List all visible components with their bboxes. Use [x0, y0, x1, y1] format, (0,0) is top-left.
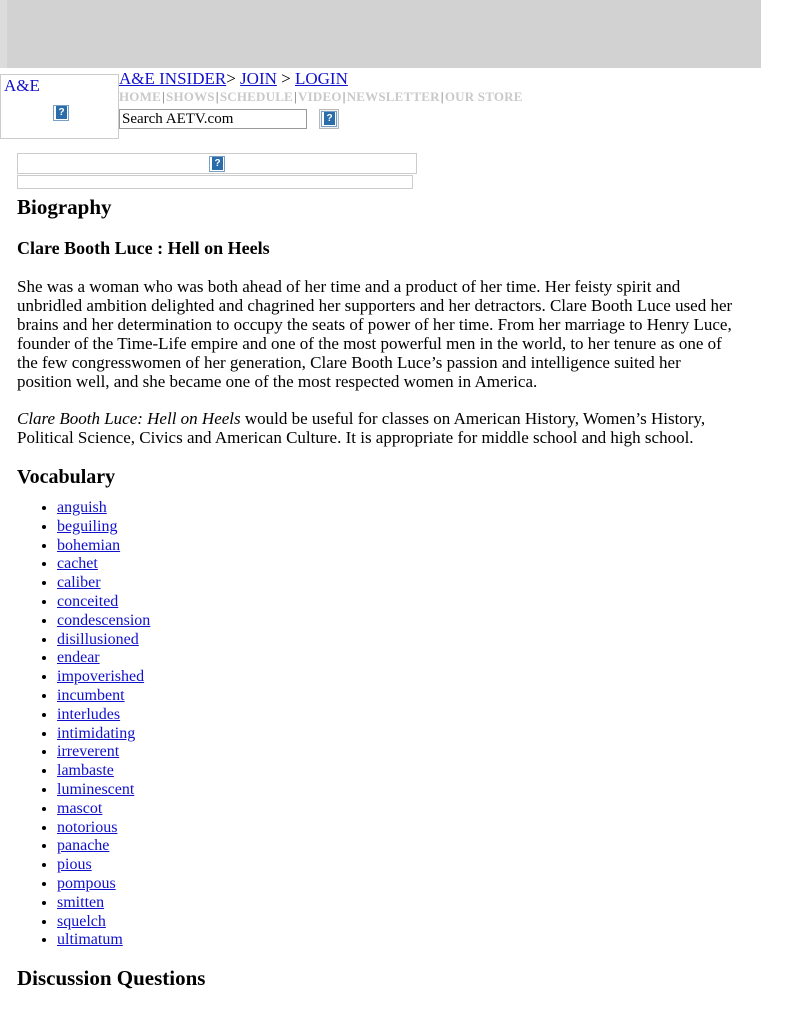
- vocabulary-word-link[interactable]: luminescent: [57, 780, 135, 798]
- search-submit-button[interactable]: [319, 109, 339, 129]
- vocabulary-word-link[interactable]: conceited: [57, 592, 119, 610]
- list-item: [57, 762, 737, 781]
- list-item: [57, 725, 737, 744]
- paragraph-classroom-use-rest: would be useful for classes on American History, Women’s History, Political Science, Civics and American Culture. It is appropriate for middle school and high school.: [17, 409, 706, 447]
- insider-separator-1: >: [226, 69, 236, 88]
- top-banner-ad[interactable]: [0, 0, 761, 68]
- list-item: [57, 743, 737, 762]
- vocabulary-word-link[interactable]: lambaste: [57, 762, 114, 780]
- list-item: [57, 668, 737, 687]
- list-item: [57, 837, 737, 856]
- vocabulary-word-link[interactable]: incumbent: [57, 686, 125, 704]
- link-ae-insider[interactable]: A&E INSIDER: [119, 69, 227, 88]
- vocabulary-word-link[interactable]: mascot: [57, 799, 103, 817]
- nav-item-newsletter[interactable]: NEWSLETTER: [346, 89, 440, 104]
- list-item: [57, 574, 737, 593]
- list-item: [57, 856, 737, 875]
- vocabulary-word-link[interactable]: condescension: [57, 611, 151, 629]
- nav-item-home[interactable]: HOME: [119, 89, 161, 104]
- nav-item-video[interactable]: VIDEO: [298, 89, 342, 104]
- list-item: [57, 781, 737, 800]
- vocabulary-word-link[interactable]: intimidating: [57, 724, 136, 742]
- broken-image-icon: [53, 104, 69, 122]
- link-join[interactable]: JOIN: [240, 69, 277, 88]
- insider-separator-2: >: [281, 69, 291, 88]
- vocabulary-word-link[interactable]: endear: [57, 649, 100, 667]
- list-item: [57, 537, 737, 556]
- list-item: [57, 819, 737, 838]
- program-title-italic: Clare Booth Luce: Hell on Heels: [17, 409, 241, 428]
- list-item: [57, 518, 737, 537]
- paragraph-classroom-use: [17, 409, 737, 447]
- vocabulary-word-link[interactable]: smitten: [57, 893, 105, 911]
- search-form: [119, 109, 800, 129]
- list-item: [57, 913, 737, 932]
- nav-item-schedule[interactable]: SCHEDULE: [219, 89, 293, 104]
- list-item: [57, 875, 737, 894]
- list-item: [57, 706, 737, 725]
- vocabulary-word-link[interactable]: panache: [57, 837, 110, 855]
- insider-links: [119, 68, 800, 89]
- list-item: [57, 687, 737, 706]
- nav-separator: |: [440, 89, 444, 104]
- broken-image-icon: [209, 156, 225, 172]
- site-header: [0, 68, 800, 144]
- vocabulary-word-link[interactable]: beguiling: [57, 517, 118, 535]
- broken-image-icon: [321, 111, 337, 127]
- program-title: Clare Booth Luce : Hell on Heels: [17, 238, 270, 258]
- vocabulary-word-link[interactable]: interludes: [57, 705, 121, 723]
- nav-separator: |: [342, 89, 346, 104]
- list-item: [57, 555, 737, 574]
- list-item: [57, 649, 737, 668]
- nav-separator: |: [293, 89, 298, 104]
- header-right: [119, 68, 800, 129]
- main-nav: [119, 89, 800, 105]
- list-item: [57, 593, 737, 612]
- nav-separator: |: [161, 89, 166, 104]
- nav-item-shows[interactable]: SHOWS: [166, 89, 215, 104]
- promo-panel-bottom[interactable]: [17, 175, 413, 189]
- promo-panel-top[interactable]: [17, 153, 417, 174]
- list-item: [57, 894, 737, 913]
- vocabulary-word-link[interactable]: cachet: [57, 555, 98, 573]
- vocabulary-word-link[interactable]: anguish: [57, 499, 107, 516]
- list-item: [57, 499, 737, 518]
- top-banner-left-edge: [0, 0, 7, 68]
- list-item: [57, 931, 737, 950]
- logo-box[interactable]: [0, 74, 119, 139]
- paragraph-intro: She was a woman who was both ahead of her time and a product of her time. Her feisty spirit and unbridled ambition delighted and chagrined her supporters and her detractors. Clare Booth Luce used her brains and her determination to occupy the seats of power of her time. From her marriage to Henry Luce, founder of the Time-Life empire and one of the most powerful men in the world, to her tenure as one of the few congresswomen of her generation, Clare Booth Luce’s passion and intelligence suited her position well, and she became one of the most respected women in America.: [17, 277, 733, 391]
- vocabulary-word-link[interactable]: caliber: [57, 574, 101, 592]
- list-item: [57, 631, 737, 650]
- list-item: [57, 612, 737, 631]
- vocabulary-word-link[interactable]: squelch: [57, 912, 106, 930]
- vocabulary-word-link[interactable]: ultimatum: [57, 931, 123, 949]
- list-item: [57, 800, 737, 819]
- vocabulary-word-link[interactable]: impoverished: [57, 668, 145, 686]
- vocabulary-word-link[interactable]: pompous: [57, 874, 116, 892]
- vocabulary-word-link[interactable]: notorious: [57, 818, 118, 836]
- page-title: Biography: [17, 195, 112, 219]
- vocabulary-list: [17, 499, 737, 950]
- vocabulary-title: Vocabulary: [17, 466, 116, 488]
- nav-item-our-store[interactable]: OUR STORE: [444, 89, 523, 104]
- discussion-questions-title: Discussion Questions: [17, 966, 206, 991]
- vocabulary-word-link[interactable]: pious: [57, 856, 92, 874]
- vocabulary-word-link[interactable]: bohemian: [57, 536, 121, 554]
- vocabulary-word-link[interactable]: disillusioned: [57, 630, 139, 648]
- main-content: [17, 193, 737, 990]
- search-input[interactable]: [119, 109, 307, 129]
- logo-link[interactable]: A&E: [4, 76, 40, 95]
- nav-separator: |: [215, 89, 219, 104]
- link-login[interactable]: LOGIN: [294, 69, 348, 88]
- vocabulary-word-link[interactable]: irreverent: [57, 743, 120, 761]
